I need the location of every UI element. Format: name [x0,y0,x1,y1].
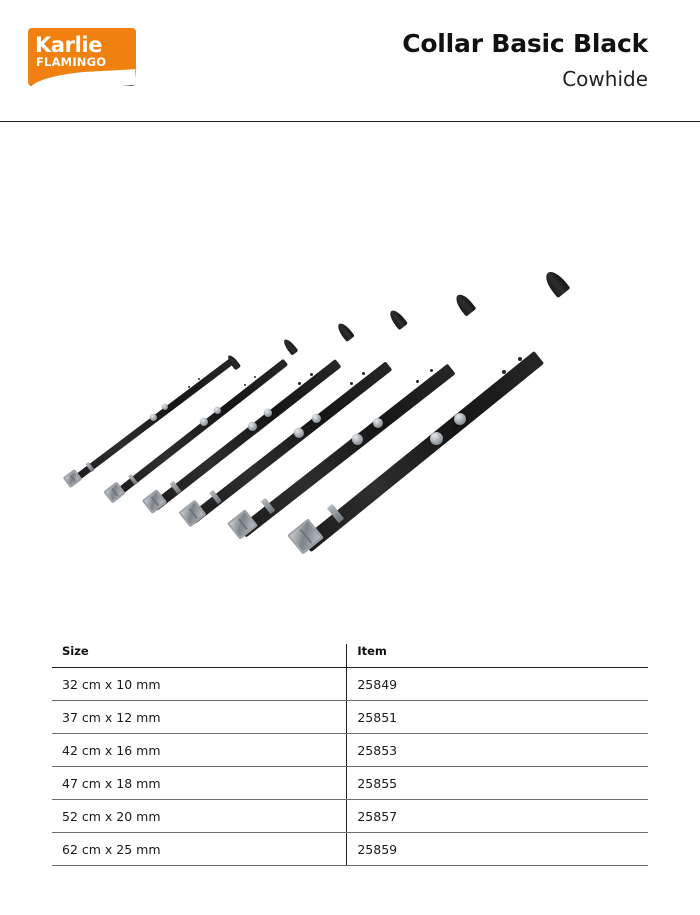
header-divider [0,121,700,122]
cell-size: 62 cm x 25 mm [52,833,347,866]
table-row [52,833,648,866]
buckle-bar [299,529,311,543]
collar-rivet [430,432,443,445]
table-row [52,800,648,833]
page-subtitle: Cowhide [562,66,648,91]
table-row [52,668,648,701]
buckle-bar [70,475,76,482]
table-row [52,734,648,767]
logo-swoosh-light [28,69,136,86]
cell-item: 25849 [347,668,648,701]
buckle-bar [151,497,159,506]
cell-size: 52 cm x 20 mm [52,800,347,833]
cell-item: 25855 [347,767,648,800]
buckle-bar [111,488,118,496]
column-header-size: Size [52,644,347,668]
cell-item: 25851 [347,701,648,734]
cell-item: 25859 [347,833,648,866]
cell-item: 25853 [347,734,648,767]
collar-strap-tip [542,268,571,298]
cell-size: 42 cm x 16 mm [52,734,347,767]
product-image [0,124,700,619]
collar-rivet [454,413,466,425]
logo-brand-karlie: Karlie [35,33,103,57]
title-block [168,30,648,91]
logo-brand-flamingo: FLAMINGO [36,55,107,69]
table-row [52,767,648,800]
cell-size: 37 cm x 12 mm [52,701,347,734]
buckle-bar [238,519,248,531]
specification-table [52,644,648,866]
collar-buckle [287,518,324,554]
buckle-bar [188,508,197,519]
collar-hole [518,357,522,361]
table-header-row [52,644,648,668]
karlie-flamingo-logo [28,28,136,86]
cell-size: 47 cm x 18 mm [52,767,347,800]
table-row [52,701,648,734]
cell-size: 32 cm x 10 mm [52,668,347,701]
column-header-item: Item [347,644,648,668]
collar-item-6 [290,292,610,560]
page-header [0,0,700,122]
cell-item: 25857 [347,800,648,833]
collar-hole [502,370,506,374]
page-title: Collar Basic Black [402,29,648,58]
